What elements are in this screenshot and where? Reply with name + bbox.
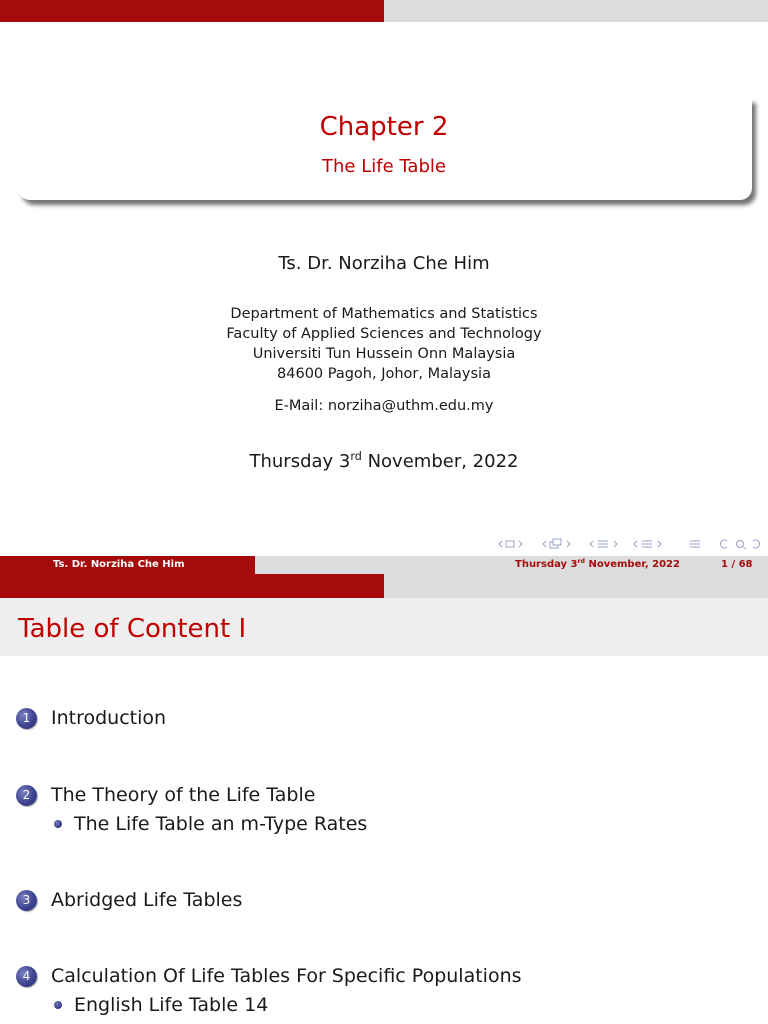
date-suffix: November, 2022 [361, 451, 519, 472]
toc-number-badge: 3 [16, 890, 37, 911]
toc-section-label: Introduction [51, 707, 167, 729]
bullet-icon [54, 1001, 62, 1009]
toc-number-badge: 4 [16, 966, 37, 987]
affiliation-university: Universiti Tun Hussein Onn Malaysia [252, 346, 516, 362]
chapter-title: Chapter 2 [319, 112, 449, 142]
slide-footer [0, 556, 768, 574]
nav-align-icon[interactable] [688, 536, 702, 552]
toc-section-label: The Theory of the Life Table [51, 784, 316, 806]
author-name: Ts. Dr. Norziha Che Him [278, 253, 490, 274]
affiliation-department: Department of Mathematics and Statistics [230, 306, 538, 322]
toc-section-3[interactable] [16, 889, 242, 911]
nav-search-icon[interactable] [718, 536, 764, 552]
nav-section-icon[interactable] [632, 536, 668, 552]
date-sup: rd [350, 449, 362, 463]
nav-subsection-icon[interactable] [588, 536, 624, 552]
footer-date-suffix: November, 2022 [584, 559, 680, 570]
chapter-subtitle: The Life Table [322, 156, 446, 177]
page-number: 1 / 68 [721, 559, 753, 570]
toc-section-1[interactable] [16, 707, 166, 729]
toc-subsection-label: The Life Table an m-Type Rates [74, 813, 368, 835]
footer-date-sup: rd [577, 557, 585, 565]
toc-subsection-label: English Life Table 14 [74, 994, 269, 1016]
email: E-Mail: norziha@uthm.edu.my [274, 398, 494, 414]
toc-slide [0, 574, 768, 1024]
affiliation-faculty: Faculty of Applied Sciences and Technology [226, 326, 542, 342]
header-bar-grey [384, 574, 768, 598]
toc-section-label: Calculation Of Life Tables For Specific Populations [51, 965, 522, 987]
toc-section-4[interactable] [16, 965, 522, 987]
bullet-icon [54, 820, 62, 828]
affiliation-address: 84600 Pagoh, Johor, Malaysia [277, 366, 491, 382]
toc-number-badge: 1 [16, 708, 37, 729]
footer-author: Ts. Dr. Norziha Che Him [0, 556, 255, 574]
toc-section-2[interactable] [16, 784, 315, 806]
date-prefix: Thursday 3 [249, 451, 351, 472]
toc-number-badge: 2 [16, 785, 37, 806]
frame-title: Table of Content I [18, 614, 247, 644]
nav-first-icon[interactable] [497, 536, 527, 552]
toc-subsection-4-1[interactable] [54, 994, 268, 1016]
toc-section-label: Abridged Life Tables [51, 889, 243, 911]
toc-subsection-2-1[interactable] [54, 813, 367, 835]
nav-frame-icon[interactable] [541, 536, 581, 552]
header-bar-grey [384, 0, 768, 22]
header-bar-red [0, 574, 384, 598]
footer-date [515, 556, 680, 574]
presentation-date [0, 451, 768, 472]
header-bar-red [0, 0, 384, 22]
footer-right [255, 556, 768, 574]
footer-date-prefix: Thursday 3 [515, 559, 578, 570]
